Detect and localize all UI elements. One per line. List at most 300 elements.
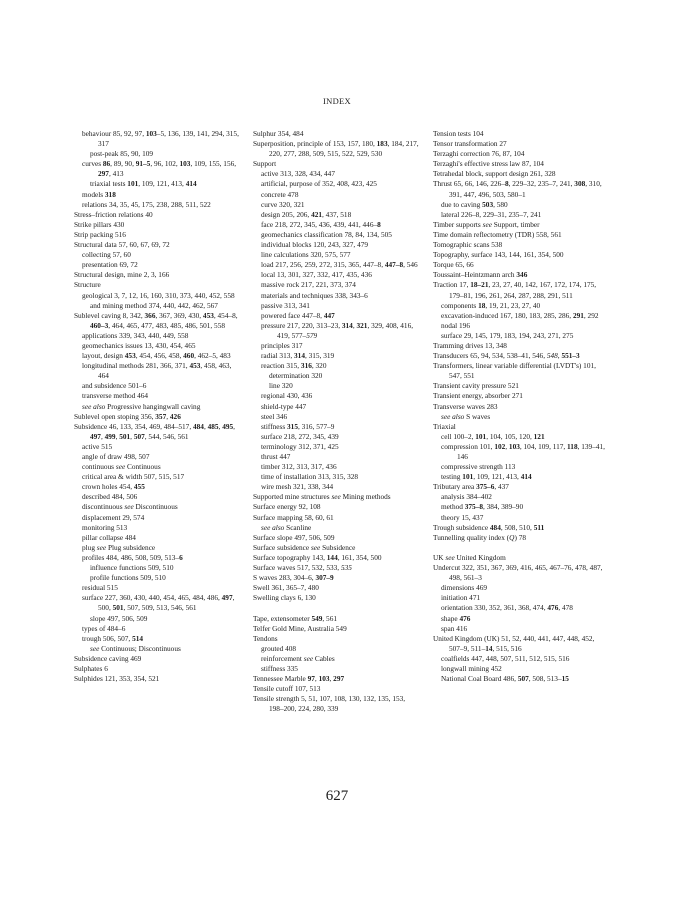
entry-text: active 313, 328, 434, 447 (261, 169, 335, 179)
index-subentry (74, 381, 242, 391)
entry-text: geomechanics classification 78, 84, 134, 505 (261, 229, 392, 239)
entry-text: 144 (326, 552, 338, 562)
entry-text: 497 (90, 431, 101, 441)
entry-text: compression 101, (441, 441, 495, 451)
index-subentry (253, 391, 421, 401)
entry-text: active 515 (82, 441, 113, 451)
index-entry (433, 563, 605, 583)
entry-text: theory 15, 437 (441, 512, 484, 522)
entry-text: Tributary area (433, 482, 477, 492)
entry-text: 499 (104, 431, 116, 441)
entry-text: 414 (520, 472, 532, 482)
index-subentry (253, 190, 421, 200)
entry-text: curve 320, 321 (261, 199, 305, 209)
entry-text: , 384, 389–90 (482, 502, 524, 512)
entry-text: Strip packing 516 (74, 229, 126, 239)
entry-text: , 437 (494, 482, 509, 492)
entry-text: surface 227, 360, 430, 440, 454, 465, 484, 486, (82, 593, 222, 603)
entry-text: 315 (287, 421, 298, 431)
entry-text: Structure (74, 280, 101, 290)
entry-text: , 458, 463, 464 (98, 361, 232, 381)
entry-text: Transducers 65, 94, 534, 538–41, 546, (433, 351, 547, 361)
entry-text: lateral 226–8, 229–31, 235–7, 241 (441, 209, 542, 219)
index-entry (253, 634, 421, 644)
entry-text: 308 (574, 179, 586, 189)
index-entry (433, 220, 605, 230)
index-entry (433, 250, 605, 260)
entry-text: Time domain reflectometry (TDR) 558, 561 (433, 229, 562, 239)
index-entry (74, 654, 242, 664)
index-subentry (253, 654, 421, 664)
index-column-3 (433, 129, 605, 684)
entry-text: Subsidence caving 469 (74, 653, 142, 663)
entry-text: , 229–32, 235–7, 241, (508, 179, 575, 189)
entry-text: 535 (340, 563, 352, 573)
entry-text: , (166, 411, 170, 421)
entry-text: , 508, 513– (528, 674, 562, 684)
index-subentry (74, 614, 242, 624)
index-subentry (253, 321, 421, 341)
index-entry (253, 129, 421, 139)
entry-text: relations 34, 35, 45, 175, 238, 288, 511, 522 (82, 199, 211, 209)
entry-text: method (441, 502, 465, 512)
index-subentry (74, 190, 242, 200)
index-subentry (74, 523, 242, 533)
entry-text: Support, timber (491, 219, 540, 229)
entry-text: Traction 17, (433, 280, 471, 290)
entry-text: pillar collapse 484 (82, 532, 136, 542)
entry-text: see also (261, 522, 285, 532)
entry-text: longwall mining 452 (441, 663, 502, 673)
entry-text: 103 (145, 129, 157, 138)
index-subentry (253, 452, 421, 462)
entry-text: 314 (341, 320, 353, 330)
index-subentry (253, 482, 421, 492)
index-subentry (74, 129, 242, 149)
entry-text: Tensor transformation 27 (433, 139, 507, 149)
entry-text: Mining methods (340, 492, 391, 502)
index-subentry (74, 179, 242, 189)
entry-text: stiffness (261, 421, 288, 431)
entry-text: Tendons (253, 633, 278, 643)
entry-text: Discontinuous (133, 502, 178, 512)
entry-text: , 315, 319 (304, 351, 335, 361)
entry-text: 375–8 (464, 502, 483, 512)
entry-text: Swelling clays 6, 130 (253, 593, 316, 603)
entry-text: see (96, 542, 107, 552)
entry-text: coalfields 447, 448, 507, 511, 512, 515, 516 (441, 653, 570, 663)
entry-text: Sublevel open stoping 356, (74, 411, 156, 421)
index-subentry (74, 291, 242, 301)
index-subentry (253, 472, 421, 482)
index-subentry (433, 674, 605, 684)
entry-text: Sublevel caving 8, 342, (74, 310, 145, 320)
index-entry (253, 684, 421, 694)
entry-text: discontinuous (82, 502, 125, 512)
entry-text: critical area & width 507, 515, 517 (82, 472, 185, 482)
entry-text: grouted 408 (261, 643, 297, 653)
entry-text: see (303, 653, 314, 663)
entry-text: , 508, 510, (500, 522, 534, 532)
entry-text: see (482, 219, 492, 229)
entry-text: 495 (222, 421, 234, 431)
index-subentry (74, 351, 242, 361)
index-entry (433, 260, 605, 270)
index-entry (253, 492, 421, 502)
index-entry (74, 270, 242, 280)
index-entry (433, 482, 605, 492)
entry-text: concrete 478 (261, 189, 299, 199)
index-subentry (74, 513, 242, 523)
entry-text: orientation 330, 352, 361, 368, 474, (441, 603, 548, 613)
index-entry (74, 210, 242, 220)
index-entry (433, 149, 605, 159)
entry-text: Thrust 65, 66, 146, 226– (433, 179, 505, 189)
index-entry (253, 139, 421, 159)
entry-text: S waves (464, 411, 491, 421)
index-entry (433, 634, 605, 654)
entry-text: , 500, (98, 593, 235, 613)
entry-text: 426 (169, 411, 181, 421)
entry-text: dimensions 469 (441, 583, 488, 593)
index-subentry (253, 240, 421, 250)
index-subentry (74, 260, 242, 270)
index-entry (433, 129, 605, 139)
index-subentry (74, 624, 242, 634)
index-entry (253, 502, 421, 512)
entry-text: 447–8 (384, 260, 404, 270)
entry-text: excavation-induced 167, 180, 183, 285, 286, (441, 310, 573, 320)
index-entry (433, 230, 605, 240)
entry-text: transverse method 464 (82, 391, 149, 401)
index-subentry (74, 301, 242, 311)
entry-text: 507 (517, 674, 529, 684)
entry-text: UK (433, 552, 446, 562)
entry-text: S waves 283, 304–6, (253, 573, 316, 583)
entry-text: , 454, 456, 458, (135, 351, 184, 361)
entry-text: radial 313, (261, 351, 295, 361)
entry-text: 511 (533, 522, 545, 532)
entry-text: Continuous; Discontinuous (99, 643, 181, 653)
entry-text: Sulphur 354, 484 (253, 129, 304, 138)
index-subentry (74, 200, 242, 210)
section-gap (253, 603, 421, 613)
index-subentry (74, 492, 242, 502)
entry-text: 421 (311, 209, 323, 219)
entry-text: displacement 29, 574 (82, 512, 145, 522)
index-subentry (253, 311, 421, 321)
entry-text: and mining method 374, 440, 442, 462, 567 (90, 300, 218, 310)
entry-text: Tramming drives 13, 348 (433, 340, 507, 350)
entry-text: Tensile cutoff 107, 513 (253, 684, 321, 694)
index-subentry (253, 371, 421, 381)
entry-text: 18–21 (470, 280, 489, 290)
index-entry (253, 614, 421, 624)
index-column-2 (253, 129, 421, 714)
entry-text: see also (441, 411, 465, 421)
index-subentry (74, 149, 242, 159)
entry-text: , 96, 102, (150, 159, 180, 169)
index-subentry (433, 603, 605, 613)
entry-text: , 184, 217, 220, 277, 288, 509, 515, 522, 529, 530 (269, 139, 419, 159)
entry-text: 453 (202, 310, 214, 320)
entry-text: Sulphates 6 (74, 663, 108, 673)
entry-text: Terzaghi correction 76, 87, 104 (433, 149, 525, 159)
index-entry (253, 694, 421, 714)
entry-text: Strike pillars 430 (74, 219, 125, 229)
entry-text: 549 (311, 613, 323, 623)
entry-text: Plug subsidence (106, 542, 156, 552)
entry-text: Transient energy, absorber 271 (433, 391, 523, 401)
index-subentry (74, 583, 242, 593)
entry-text: see also (82, 401, 106, 411)
entry-text: , 310, 391, 447, 496, 503, 580–1 (449, 179, 602, 199)
entry-text: , 580 (493, 199, 508, 209)
entry-text: geomechanics issues 13, 430, 454, 465 (82, 340, 196, 350)
entry-text: Timber supports (433, 219, 483, 229)
entry-text: analysis 384–402 (441, 492, 492, 502)
index-subentry (253, 442, 421, 452)
entry-text: 297 (333, 674, 345, 684)
entry-text: regional 430, 436 (261, 391, 313, 401)
entry-text: post-peak 85, 90, 109 (90, 149, 154, 159)
index-entry (433, 402, 605, 412)
entry-text: 291 (572, 310, 584, 320)
index-subentry (433, 321, 605, 331)
entry-text: steel 346 (261, 411, 288, 421)
entry-text: , 546 (403, 260, 418, 270)
entry-text: 101 (462, 472, 474, 482)
index-entry (433, 179, 605, 199)
entry-text: continuous (82, 462, 116, 472)
entry-text: applications 339, 343, 440, 449, 558 (82, 330, 189, 340)
entry-text: design 205, 206, (261, 209, 312, 219)
entry-text: 476 (547, 603, 559, 613)
entry-text: National Coal Board 486, (441, 674, 518, 684)
index-subentry (433, 442, 605, 462)
entry-text: 101 (127, 179, 139, 189)
entry-text: triaxial tests (90, 179, 128, 189)
entry-text: span 416 (441, 623, 468, 633)
index-entry (253, 573, 421, 583)
entry-text: , 316, 577–9 (297, 421, 335, 431)
entry-text: , 23, 27, 40, 142, 167, 172, 174, 175, 179–81, 196, 261, 264, 287, 288, 291, 511 (449, 280, 597, 300)
entry-text: 455 (133, 482, 145, 492)
index-subentry (433, 614, 605, 624)
index-subentry (74, 543, 242, 553)
entry-text: components (441, 300, 479, 310)
entry-text: 102 (494, 441, 506, 451)
index-entry (433, 270, 605, 280)
index-entry (253, 593, 421, 603)
entry-text: Surface topography 143, (253, 552, 327, 562)
entry-text: Undercut 322, 351, 367, 369, 416, 465, 467–76, 478, 487, 498, 561–3 (433, 563, 603, 583)
entry-text: 501 (119, 431, 131, 441)
entry-text: surface 29, 145, 179, 183, 194, 243, 271, 275 (441, 330, 574, 340)
entry-text: determination 320 (269, 371, 323, 381)
index-subentry (433, 462, 605, 472)
index-entry (74, 664, 242, 674)
index-entry (433, 280, 605, 300)
index-subentry (433, 472, 605, 482)
entry-text: curves (82, 159, 103, 169)
entry-text: presentation 69, 72 (82, 260, 138, 270)
entry-text: cell 100–2, (441, 431, 476, 441)
entry-text: Q (509, 532, 515, 542)
entry-text: Tensile strength 5, 51, 107, 108, 130, 132, 135, 153, 198–200, 224, 280, 339 (253, 694, 406, 714)
index-entry (74, 220, 242, 230)
index-subentry (253, 381, 421, 391)
entry-text: Torque 65, 66 (433, 260, 474, 270)
index-subentry (74, 502, 242, 512)
entry-text: stiffness 335 (261, 663, 298, 673)
entry-text: 97 (307, 674, 315, 684)
entry-text: surface 218, 272, 345, 439 (261, 431, 339, 441)
index-entry (253, 563, 421, 573)
entry-text: 316 (300, 361, 312, 371)
entry-text: 8 (377, 219, 381, 229)
index-subentry (253, 291, 421, 301)
entry-text: Structural design, mine 2, 3, 166 (74, 270, 170, 280)
entry-text: , 454–8, (213, 310, 238, 320)
entry-text: 484 (489, 522, 501, 532)
index-subentry (253, 230, 421, 240)
index-entry (433, 159, 605, 169)
entry-text: 514 (132, 633, 144, 643)
index-entry (433, 533, 605, 543)
index-subentry (433, 624, 605, 634)
entry-text: collecting 57, 60 (82, 250, 131, 260)
entry-text: 497 (221, 593, 233, 603)
index-subentry (433, 412, 605, 422)
entry-text: 101 (475, 431, 487, 441)
entry-text: Topography, surface 143, 144, 161, 354, 500 (433, 250, 564, 260)
entry-text: , 561 (322, 613, 337, 623)
entry-text: 447 (323, 310, 335, 320)
entry-text: 414 (185, 179, 197, 189)
index-subentry (253, 250, 421, 260)
index-subentry (253, 412, 421, 422)
index-entry (433, 422, 605, 432)
entry-text: , (352, 320, 357, 330)
index-subentry (74, 593, 242, 613)
index-subentry (253, 462, 421, 472)
entry-text: Trough subsidence (433, 522, 490, 532)
entry-text: Cables (313, 653, 335, 663)
entry-text: pressure 217, 220, 313–23, (261, 320, 342, 330)
index-entry (433, 523, 605, 533)
entry-text: 321 (356, 320, 368, 330)
index-subentry (74, 644, 242, 654)
entry-text: 15 (561, 674, 569, 684)
index-subentry (253, 422, 421, 432)
entry-text: slope 497, 506, 509 (90, 613, 148, 623)
entry-text: line calculations 320, 575, 577 (261, 250, 351, 260)
entry-text: 86 (102, 159, 111, 169)
index-subentry (433, 301, 605, 311)
index-entry (433, 381, 605, 391)
entry-text: 103 (318, 674, 330, 684)
entry-text: , 19, 21, 23, 27, 40 (485, 300, 541, 310)
index-entry (433, 240, 605, 250)
entry-text: Tetrahedal block, support design 261, 328 (433, 169, 556, 179)
index-subentry (253, 260, 421, 270)
entry-text: face 218, 272, 345, 436, 439, 441, 446– (261, 219, 378, 229)
index-subentry (433, 210, 605, 220)
index-entry (253, 583, 421, 593)
entry-text: Structural data 57, 60, 67, 69, 72 (74, 240, 170, 250)
entry-text: Stress–friction relations 40 (74, 209, 153, 219)
index-subentry (74, 533, 242, 543)
entry-text: 503 (482, 199, 494, 209)
entry-text: Triaxial (433, 421, 456, 431)
entry-text: , (557, 351, 562, 361)
index-entry (253, 533, 421, 543)
entry-text: , 413 (108, 169, 124, 179)
entry-text: , 104, 105, 120, (486, 431, 534, 441)
entry-text: ) 78 (514, 532, 526, 542)
entry-text: 375–6 (476, 482, 495, 492)
entry-text: Swell 361, 365–7, 480 (253, 583, 319, 593)
entry-text: see (310, 542, 321, 552)
index-subentry (253, 280, 421, 290)
entry-text: monitoring 513 (82, 522, 128, 532)
entry-text: , 320 (311, 361, 327, 371)
entry-text: , 507, 509, 513, 546, 561 (123, 603, 197, 613)
entry-text: 103 (179, 159, 191, 169)
entry-text: see (331, 492, 341, 502)
index-entry (253, 159, 421, 169)
entry-text: 476 (459, 613, 471, 623)
entry-text: time of installation 313, 315, 328 (261, 472, 359, 482)
entry-text: 460–3 (90, 320, 109, 330)
entry-text: influence functions 509, 510 (90, 563, 174, 573)
entry-text: Transformers, linear variable differential (LVDT's) 101, 547, 551 (433, 361, 596, 381)
entry-text: Surface mapping 58, 60, 61 (253, 512, 334, 522)
index-entry (74, 280, 242, 290)
index-entry (74, 422, 242, 442)
index-subentry (433, 432, 605, 442)
index-entry (74, 230, 242, 240)
entry-text: Transverse waves 283 (433, 401, 498, 411)
entry-text: United Kingdom (UK) 51, 52, 440, 441, 447, 448, 452, 507–9, 511– (433, 633, 595, 653)
entry-text: Supported mine structures (253, 492, 332, 502)
entry-text: 484 (192, 421, 204, 431)
entry-text: 14 (485, 643, 493, 653)
entry-text: Tunnelling quality index ( (433, 532, 510, 542)
index-subentry (253, 270, 421, 280)
index-entry (253, 543, 421, 553)
entry-text: , 292 (583, 310, 599, 320)
index-entry (433, 553, 605, 563)
index-subentry (253, 169, 421, 179)
entry-text: powered face 447–8, (261, 310, 324, 320)
entry-text: , 437, 518 (322, 209, 352, 219)
entry-text: , 139–41, 146 (457, 441, 605, 461)
entry-text: Toussaint–Heintzmann arch (433, 270, 517, 280)
entry-text: nodal 196 (441, 320, 470, 330)
entry-text: , (100, 431, 105, 441)
entry-text: United Kingdom (454, 552, 506, 562)
entry-text: , 329, 408, 416, 419, 577– (277, 320, 414, 340)
entry-text: 485 (207, 421, 219, 431)
entry-text: principles 317 (261, 340, 303, 350)
entry-text: Transient cavity pressure 521 (433, 381, 519, 391)
index-subentry (74, 391, 242, 401)
entry-text: geological 3, 7, 12, 16, 160, 310, 373, 440, 452, 558 (82, 290, 235, 300)
index-entry (74, 674, 242, 684)
index-subentry (74, 634, 242, 644)
